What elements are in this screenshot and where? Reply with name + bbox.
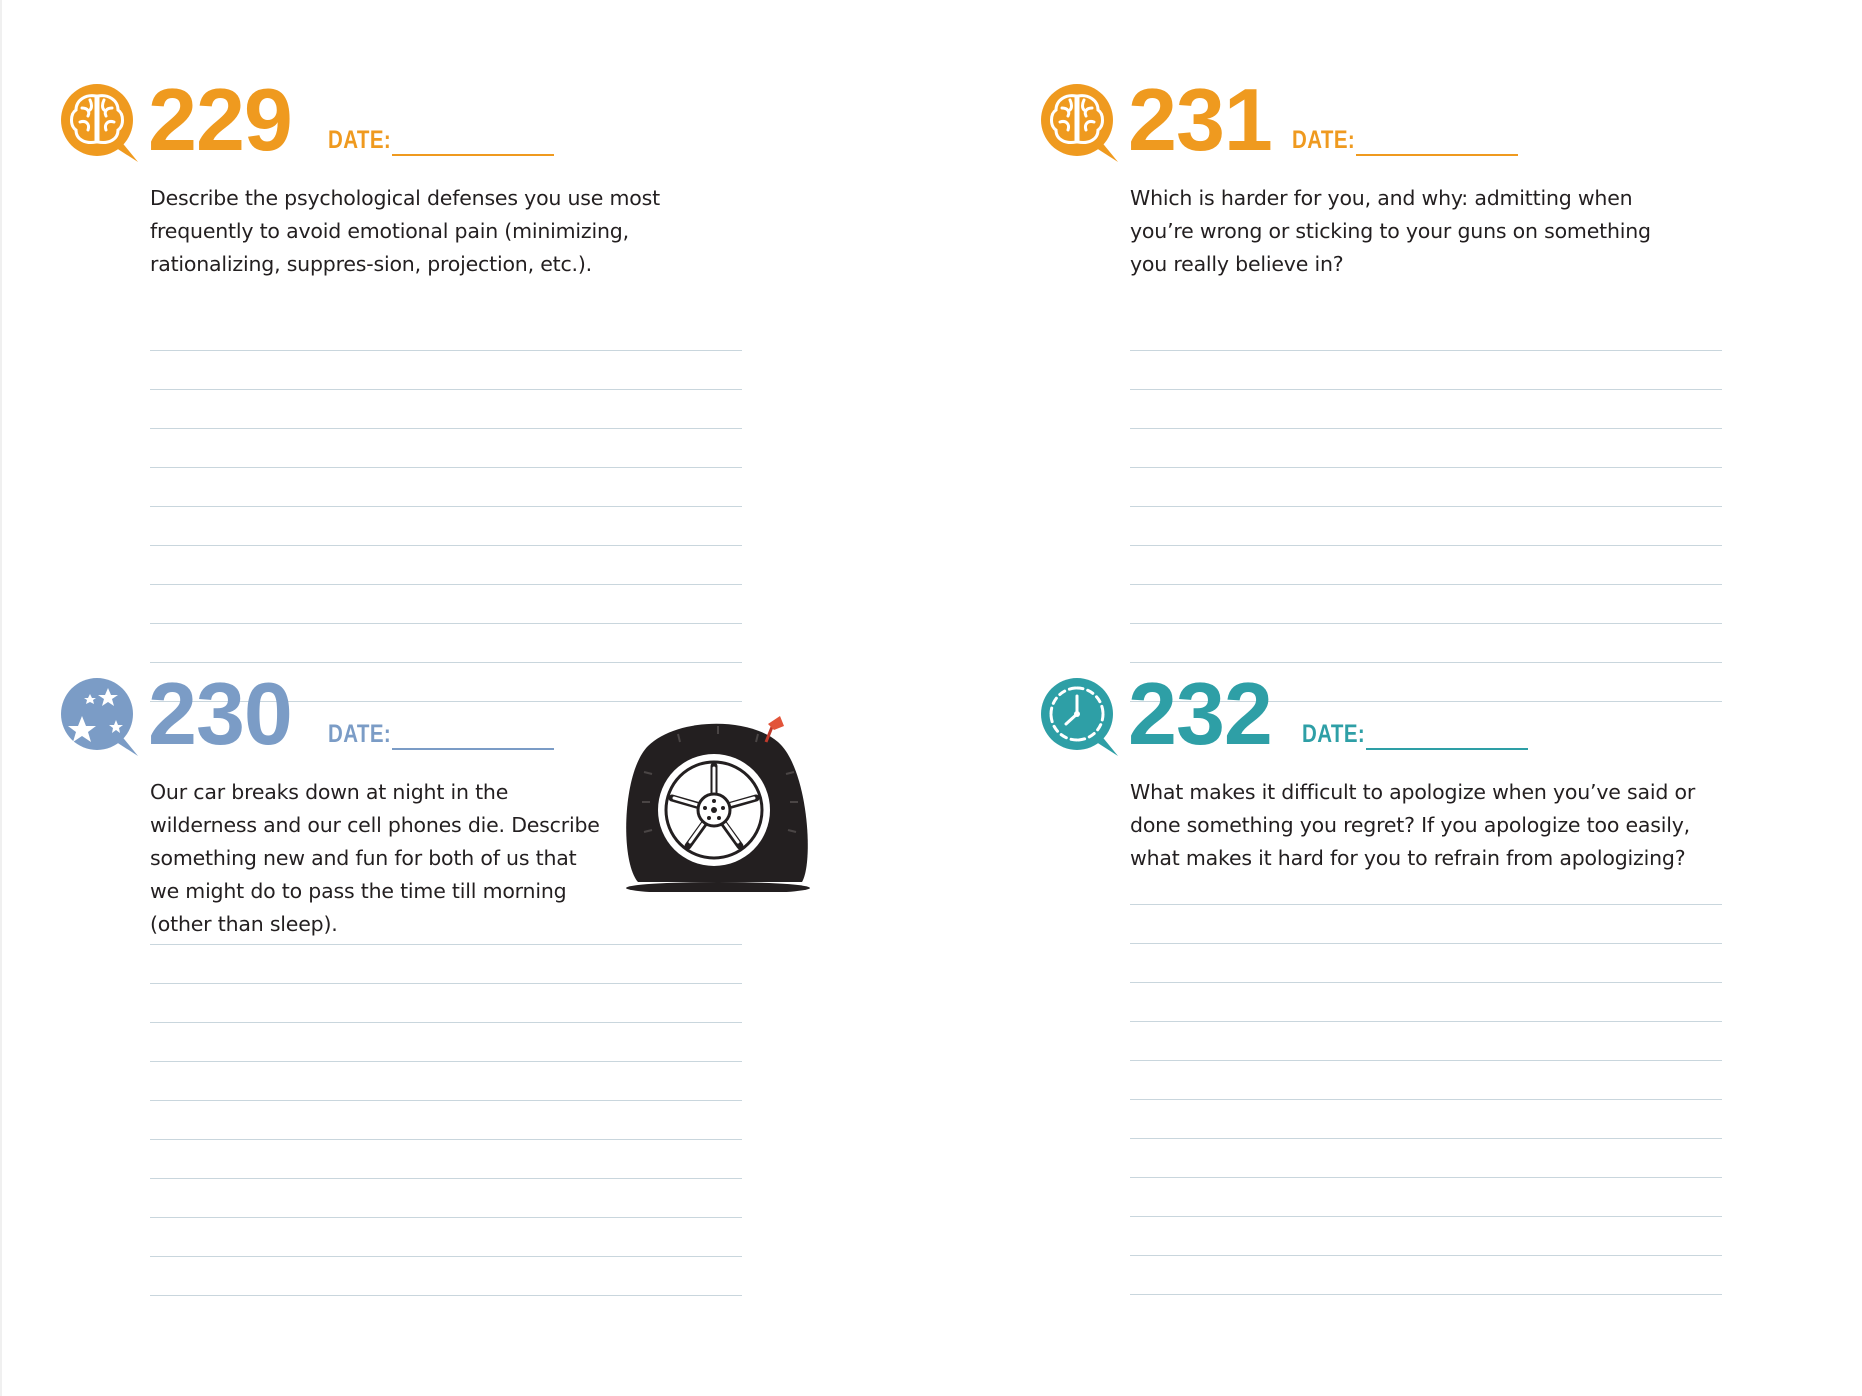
prompt-header [1040,664,1640,776]
prompt-230 [60,664,660,936]
prompt-229 [60,70,660,276]
date-label: DATE: [328,126,392,154]
prompt-text: Our car breaks down at night in the wilderness and our cell phones die. Describe something new and fun for both of us that we might do to pass the time till morning (other than sleep). [150,780,600,936]
date-label: DATE: [1292,126,1356,154]
prompt-number: 230 [148,664,292,763]
date-label: DATE: [1302,720,1366,748]
prompt-header [60,70,660,182]
prompt-text: What makes it difficult to apologize when you’ve said or done something you regret? If you apologize too easily, what makes it hard for you to refrain from apologizing? [1130,780,1696,870]
writing-lines[interactable] [1130,312,1722,702]
brain-icon [60,82,142,168]
prompt-text: Which is harder for you, and why: admitting when you’re wrong or sticking to your guns on something you really believe in? [1130,186,1651,276]
date-label: DATE: [328,720,392,748]
brain-icon [1040,82,1122,168]
date-field[interactable] [1366,748,1528,750]
date-field[interactable] [392,748,554,750]
prompt-text: Describe the psychological defenses you use most frequently to avoid emotional pain (minimizing, rationalizing, suppres-sion, projection, etc.). [150,186,660,276]
prompt-number: 232 [1128,664,1272,763]
date-field[interactable] [392,154,554,156]
prompt-number: 231 [1128,70,1272,169]
writing-lines[interactable] [150,312,742,702]
prompt-number: 229 [148,70,292,169]
flat-tire-icon [618,712,818,892]
prompt-header [60,664,660,776]
prompt-header [1040,70,1640,182]
prompt-231 [1040,70,1651,276]
prompt-232 [1040,664,1696,870]
clock-icon [1040,676,1122,762]
writing-lines[interactable] [150,906,742,1296]
writing-lines[interactable] [1130,866,1722,1295]
stars-icon [60,676,142,762]
page-edge [0,0,2,1396]
date-field[interactable] [1356,154,1518,156]
